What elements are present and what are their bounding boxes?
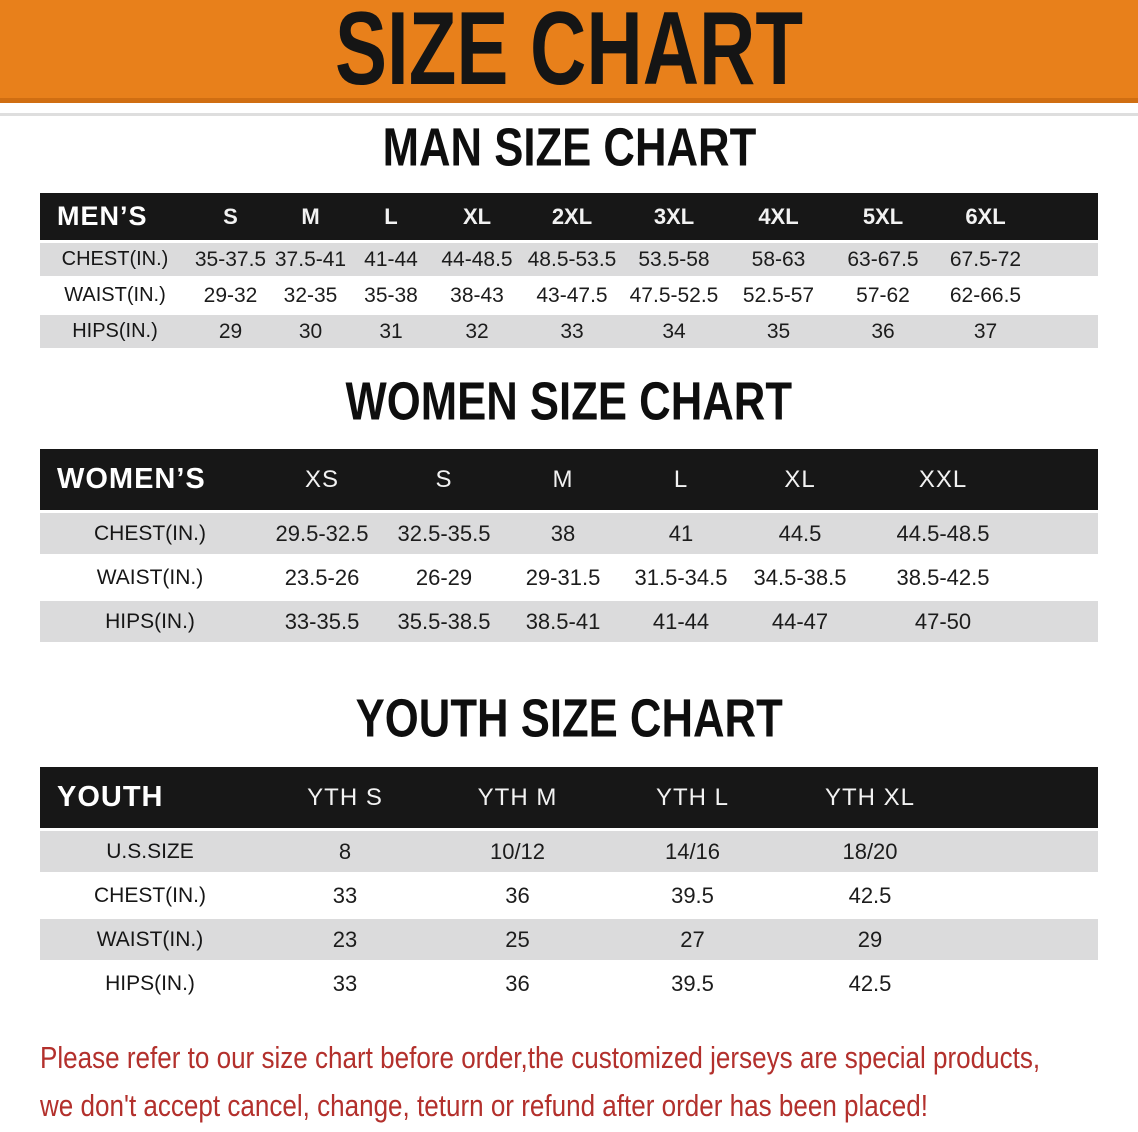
spacer-cell — [1036, 315, 1098, 348]
value-cell: 47-50 — [860, 601, 1026, 642]
men-size-table — [40, 190, 1098, 351]
disclaimer-line-2: we don't accept cancel, change, teturn or refund after order has been placed! — [40, 1088, 929, 1123]
value-cell: 27 — [605, 919, 780, 960]
men-heading-text: MAN SIZE CHART — [382, 117, 756, 179]
youth-col-header: YTH S — [260, 767, 430, 828]
value-cell: 26-29 — [384, 557, 504, 598]
men-col-header: 5XL — [831, 193, 935, 240]
women-section-heading — [0, 371, 1138, 433]
banner — [0, 0, 1138, 107]
row-label: CHEST(IN.) — [40, 243, 190, 276]
row-label: WAIST(IN.) — [40, 919, 260, 960]
youth-ussize-row — [40, 831, 1098, 872]
value-cell: 52.5-57 — [726, 279, 831, 312]
men-chest-row — [40, 243, 1098, 276]
value-cell: 33 — [260, 963, 430, 1004]
women-col-header: XXL — [860, 449, 1026, 510]
value-cell: 37.5-41 — [271, 243, 350, 276]
youth-header-row — [40, 767, 1098, 828]
men-col-header: S — [190, 193, 271, 240]
value-cell: 38 — [504, 513, 622, 554]
men-col-header: 2XL — [522, 193, 622, 240]
value-cell: 35-37.5 — [190, 243, 271, 276]
spacer-cell — [960, 875, 1098, 916]
women-col-header: L — [622, 449, 740, 510]
value-cell: 47.5-52.5 — [622, 279, 726, 312]
men-col-header: XL — [432, 193, 522, 240]
value-cell: 29.5-32.5 — [260, 513, 384, 554]
value-cell: 44.5-48.5 — [860, 513, 1026, 554]
youth-chest-row — [40, 875, 1098, 916]
value-cell: 35-38 — [350, 279, 432, 312]
value-cell: 41 — [622, 513, 740, 554]
women-col-header: XL — [740, 449, 860, 510]
value-cell: 43-47.5 — [522, 279, 622, 312]
women-hips-row — [40, 601, 1098, 642]
value-cell: 30 — [271, 315, 350, 348]
value-cell: 38.5-41 — [504, 601, 622, 642]
value-cell: 57-62 — [831, 279, 935, 312]
spacer-cell — [1036, 279, 1098, 312]
page-title: SIZE CHART — [335, 0, 803, 107]
value-cell: 48.5-53.5 — [522, 243, 622, 276]
value-cell: 34.5-38.5 — [740, 557, 860, 598]
spacer-cell — [1026, 449, 1098, 510]
youth-col-header: YTH M — [430, 767, 605, 828]
value-cell: 41-44 — [350, 243, 432, 276]
value-cell: 42.5 — [780, 875, 960, 916]
men-header-row — [40, 193, 1098, 240]
spacer-cell — [960, 831, 1098, 872]
spacer-cell — [1026, 601, 1098, 642]
youth-heading-text: YOUTH SIZE CHART — [355, 688, 783, 750]
youth-col-header: YTH L — [605, 767, 780, 828]
value-cell: 32-35 — [271, 279, 350, 312]
value-cell: 44-48.5 — [432, 243, 522, 276]
value-cell: 23 — [260, 919, 430, 960]
value-cell: 31.5-34.5 — [622, 557, 740, 598]
value-cell: 32.5-35.5 — [384, 513, 504, 554]
disclaimer — [40, 1034, 1135, 1130]
value-cell: 14/16 — [605, 831, 780, 872]
men-hips-row — [40, 315, 1098, 348]
women-col-header: M — [504, 449, 622, 510]
value-cell: 63-67.5 — [831, 243, 935, 276]
women-col-header: S — [384, 449, 504, 510]
spacer-cell — [960, 767, 1098, 828]
value-cell: 10/12 — [430, 831, 605, 872]
row-label: HIPS(IN.) — [40, 315, 190, 348]
women-size-table — [40, 446, 1098, 645]
value-cell: 18/20 — [780, 831, 960, 872]
value-cell: 8 — [260, 831, 430, 872]
value-cell: 67.5-72 — [935, 243, 1036, 276]
spacer-cell — [1036, 243, 1098, 276]
youth-hips-row — [40, 963, 1098, 1004]
value-cell: 38-43 — [432, 279, 522, 312]
youth-corner-label: YOUTH — [40, 767, 260, 828]
value-cell: 58-63 — [726, 243, 831, 276]
youth-waist-row — [40, 919, 1098, 960]
row-label: WAIST(IN.) — [40, 557, 260, 598]
men-col-header: 3XL — [622, 193, 726, 240]
spacer-cell — [1026, 557, 1098, 598]
value-cell: 36 — [831, 315, 935, 348]
spacer-cell — [1036, 193, 1098, 240]
youth-col-header: YTH XL — [780, 767, 960, 828]
value-cell: 32 — [432, 315, 522, 348]
row-label: WAIST(IN.) — [40, 279, 190, 312]
men-section-heading — [0, 117, 1138, 179]
women-col-header: XS — [260, 449, 384, 510]
value-cell: 36 — [430, 875, 605, 916]
value-cell: 41-44 — [622, 601, 740, 642]
women-waist-row — [40, 557, 1098, 598]
value-cell: 33 — [260, 875, 430, 916]
value-cell: 39.5 — [605, 875, 780, 916]
men-corner-label: MEN’S — [40, 193, 190, 240]
value-cell: 34 — [622, 315, 726, 348]
value-cell: 62-66.5 — [935, 279, 1036, 312]
men-col-header: 6XL — [935, 193, 1036, 240]
row-label: U.S.SIZE — [40, 831, 260, 872]
value-cell: 37 — [935, 315, 1036, 348]
value-cell: 39.5 — [605, 963, 780, 1004]
value-cell: 53.5-58 — [622, 243, 726, 276]
row-label: HIPS(IN.) — [40, 601, 260, 642]
women-chest-row — [40, 513, 1098, 554]
value-cell: 29 — [190, 315, 271, 348]
youth-size-table — [40, 764, 1098, 1007]
value-cell: 29-32 — [190, 279, 271, 312]
value-cell: 44-47 — [740, 601, 860, 642]
value-cell: 29 — [780, 919, 960, 960]
value-cell: 36 — [430, 963, 605, 1004]
value-cell: 42.5 — [780, 963, 960, 1004]
men-waist-row — [40, 279, 1098, 312]
banner-shadow-line — [0, 113, 1138, 116]
men-col-header: 4XL — [726, 193, 831, 240]
row-label: HIPS(IN.) — [40, 963, 260, 1004]
value-cell: 38.5-42.5 — [860, 557, 1026, 598]
spacer-cell — [960, 919, 1098, 960]
value-cell: 31 — [350, 315, 432, 348]
spacer-cell — [960, 963, 1098, 1004]
women-heading-text: WOMEN SIZE CHART — [345, 371, 793, 433]
row-label: CHEST(IN.) — [40, 513, 260, 554]
men-col-header: M — [271, 193, 350, 240]
women-corner-label: WOMEN’S — [40, 449, 260, 510]
row-label: CHEST(IN.) — [40, 875, 260, 916]
disclaimer-line-1: Please refer to our size chart before order,the customized jerseys are special products, — [40, 1040, 1041, 1075]
value-cell: 35.5-38.5 — [384, 601, 504, 642]
value-cell: 33-35.5 — [260, 601, 384, 642]
value-cell: 25 — [430, 919, 605, 960]
value-cell: 23.5-26 — [260, 557, 384, 598]
women-header-row — [40, 449, 1098, 510]
youth-section-heading — [0, 688, 1138, 750]
value-cell: 35 — [726, 315, 831, 348]
men-col-header: L — [350, 193, 432, 240]
value-cell: 33 — [522, 315, 622, 348]
value-cell: 44.5 — [740, 513, 860, 554]
value-cell: 29-31.5 — [504, 557, 622, 598]
spacer-cell — [1026, 513, 1098, 554]
